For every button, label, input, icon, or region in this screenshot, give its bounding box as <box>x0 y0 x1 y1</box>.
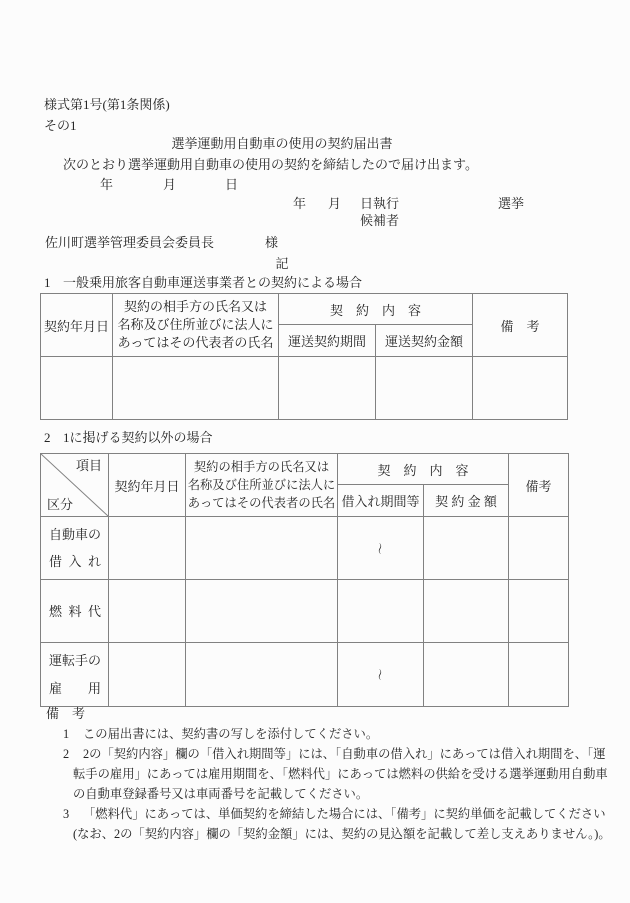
t2-r3-cell-amount <box>424 643 509 707</box>
t2-diag-item-label: 項目 <box>75 458 102 473</box>
addressee-name: 佐川町選挙管理委員会委員長 <box>45 235 215 250</box>
t2-r1-cell-date <box>109 517 186 580</box>
note3-number: 3 <box>63 807 70 821</box>
t2-r2-cell-date <box>109 580 186 643</box>
note1-text: この届出書には、契約書の写しを添付してください。 <box>83 727 379 741</box>
note2-number: 2 <box>63 747 70 761</box>
t1-cell-remarks <box>473 357 568 420</box>
intro-text: 次のとおり選挙運動用自動車の使用の契約を締結したので届け出ます。 <box>63 157 478 172</box>
t2-r2-cell-amount <box>424 580 509 643</box>
date-year-label: 年 <box>100 177 114 192</box>
form-number: 様式第1号(第1条関係) <box>44 97 170 112</box>
note2-text-line2: 転手の雇用」にあっては雇用期間を、「燃料代」にあっては燃料の供給を受ける選挙運動用自動車 <box>73 767 608 781</box>
t1-col-transport-period: 運送契約期間 <box>279 325 376 357</box>
t1-cell-amount <box>376 357 473 420</box>
t2-r1-cell-remarks <box>509 517 569 580</box>
t2-diag-category-label: 区分 <box>47 497 74 512</box>
t1-party-line2: 名称及び住所並びに法人に <box>117 317 274 332</box>
t2-r3-cell-date <box>109 643 186 707</box>
row3-label-line1: 運転手の <box>49 653 102 668</box>
election-label: 選挙 <box>498 196 525 211</box>
t1-cell-party <box>113 357 279 420</box>
t1-col-transport-amount: 運送契約金額 <box>376 325 473 357</box>
t2-col-contract-date: 契約年月日 <box>109 454 186 517</box>
t2-diagonal-header <box>41 454 109 517</box>
row3-label-line2: 雇用 <box>49 681 101 696</box>
row2-label-line1: 燃料代 <box>49 603 101 619</box>
note-item-3 <box>0 804 630 824</box>
row1-label-line1: 自動車の <box>49 527 102 542</box>
date-day-label: 日 <box>225 177 239 192</box>
note-item-1 <box>0 724 630 744</box>
t1-party-line1: 契約の相手方の氏名又は <box>123 299 267 314</box>
t1-col-remarks: 備 考 <box>473 294 568 357</box>
t2-col-remarks: 備考 <box>509 454 569 517</box>
candidate-label: 候補者 <box>360 213 400 228</box>
note1-number: 1 <box>63 727 70 741</box>
exec-day-label: 日執行 <box>360 196 400 211</box>
form-title: 選挙運動用自動車の使用の契約届出書 <box>171 136 393 151</box>
notes-section <box>0 704 630 844</box>
t2-party-line2: 名称及び住所並びに法人に <box>187 478 336 492</box>
section2-heading-text: 1に掲げる契約以外の場合 <box>63 430 213 445</box>
range-tilde: 〜 <box>372 541 387 555</box>
section1-heading <box>44 276 362 290</box>
note2-text-line1: 2の「契約内容」欄の「借入れ期間等」には、「自動車の借入れ」にあっては借入れ期間を、「運 <box>83 747 606 761</box>
t2-party-line3: あってはその代表者の氏名 <box>187 496 336 510</box>
t2-col-borrow-period: 借入れ期間等 <box>338 485 424 517</box>
t2-r3-cell-period <box>338 643 424 707</box>
t1-party-line3: あってはその代表者の氏名 <box>117 335 274 350</box>
t2-row-label-driver <box>41 643 109 707</box>
contract-table-other <box>40 453 569 707</box>
t2-col-party <box>186 454 338 517</box>
t1-cell-date <box>41 357 113 420</box>
t1-col-contract-content: 契 約 内 容 <box>279 294 473 325</box>
note2-text-line3: の自動車登録番号又は車両番号を記載してください。 <box>73 787 369 801</box>
note-item-2 <box>0 744 630 764</box>
t2-r2-cell-party <box>186 580 338 643</box>
t2-col-contract-amount: 契 約 金 額 <box>424 485 509 517</box>
section2-number: 2 <box>44 430 51 445</box>
t2-row-label-car-rental <box>41 517 109 580</box>
honorific-label: 様 <box>265 235 279 250</box>
t2-r1-cell-period <box>338 517 424 580</box>
t2-r1-cell-party <box>186 517 338 580</box>
range-tilde: 〜 <box>372 668 387 681</box>
t2-r1-cell-amount <box>424 517 509 580</box>
exec-month-label: 月 <box>328 196 342 211</box>
t2-r2-cell-remarks <box>509 580 569 643</box>
section1-heading-text: 一般乗用旅客自動車運送事業者との契約による場合 <box>63 275 363 290</box>
contract-table-transport <box>40 293 568 420</box>
note3-text-line1: 「燃料代」にあっては、単価契約を締結した場合には、「備考」に契約単価を記載してください <box>83 807 606 821</box>
note3-text-line2: (なお、2の「契約内容」欄の「契約金額」には、契約の見込額を記載して差し支えありません。)。 <box>73 827 611 841</box>
row1-label-line2: 借入れ <box>49 554 101 569</box>
t2-r3-cell-remarks <box>509 643 569 707</box>
t2-row-label-fuel <box>41 580 109 643</box>
t2-r2-cell-period <box>338 580 424 643</box>
t2-r3-cell-party <box>186 643 338 707</box>
t1-col-party <box>113 294 279 357</box>
t2-col-contract-content: 契 約 内 容 <box>338 454 509 485</box>
section2-heading <box>44 431 213 445</box>
notes-heading: 備 考 <box>46 706 86 721</box>
date-month-label: 月 <box>163 177 177 192</box>
t2-party-line1: 契約の相手方の氏名又は <box>193 460 330 474</box>
t1-cell-period <box>279 357 376 420</box>
form-variant: その1 <box>44 118 77 133</box>
section1-number: 1 <box>44 275 51 290</box>
t1-col-contract-date: 契約年月日 <box>41 294 113 357</box>
exec-year-label: 年 <box>293 196 307 211</box>
ki-label: 記 <box>275 256 289 271</box>
